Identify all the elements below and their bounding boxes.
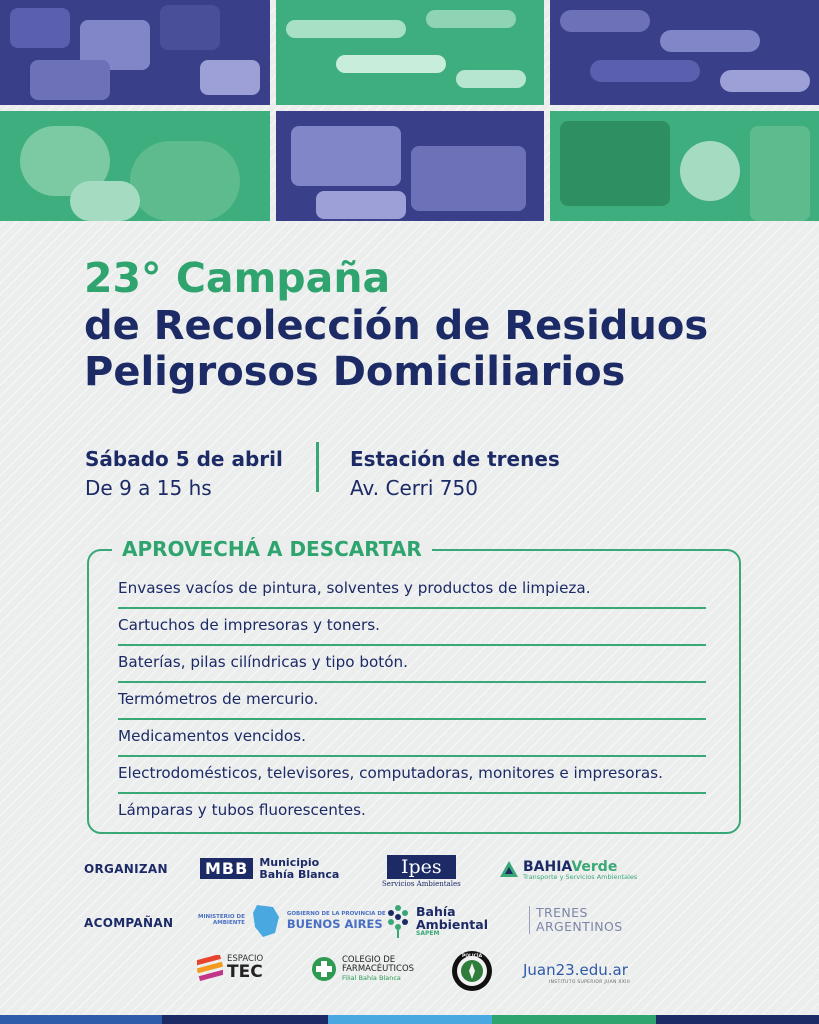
bahia-ambiental-dots-icon <box>385 903 411 939</box>
municipio-line1: Municipio <box>259 856 320 869</box>
municipio-mark: MBB <box>200 858 253 879</box>
photo-medicine-blisters <box>276 111 544 221</box>
pharmacy-cross-icon <box>311 956 337 982</box>
footer-bar-segment-4 <box>492 1015 656 1024</box>
title-line-1: 23° Campaña <box>84 254 391 302</box>
ministerio-right-1: GOBIERNO DE LA PROVINCIA DE <box>286 911 386 918</box>
info-divider <box>316 442 319 492</box>
trenes-line2: ARGENTINOS <box>536 918 623 934</box>
ipes-sub: Servicios Ambientales <box>382 880 461 888</box>
logo-ipes <box>382 855 461 888</box>
logo-bahia-ambiental <box>385 903 488 939</box>
discard-list <box>118 572 706 829</box>
footer-bar-segment-1 <box>0 1015 162 1024</box>
logo-municipio-bahia-blanca <box>200 857 339 880</box>
photo-paint-cans <box>0 111 270 221</box>
province-map-icon <box>251 903 281 939</box>
bahia-ambiental-sub: SAPEM <box>416 929 440 937</box>
espacio-tec-stripes-icon <box>197 955 223 981</box>
discard-item-lamps: Lámparas y tubos fluorescentes. <box>118 801 366 819</box>
event-place: Estación de trenes <box>350 447 560 471</box>
colegio-line1: COLEGIO DE <box>342 955 396 966</box>
discard-item-medicines: Medicamentos vencidos. <box>118 720 706 757</box>
logo-colegio-farmaceuticos <box>311 956 414 982</box>
espacio-tec-line2: TEC <box>227 961 263 982</box>
juan23-sub: INSTITUTO SUPERIOR JUAN XXIII <box>549 980 630 985</box>
logo-juan23 <box>523 961 630 985</box>
trenes-line1: TRENES <box>536 905 588 920</box>
logo-policia <box>451 950 493 992</box>
espacio-tec-line1: ESPACIO <box>227 954 264 964</box>
bahia-ambiental-line1: Bahía <box>416 903 456 919</box>
municipio-line2: Bahía Blanca <box>259 867 340 881</box>
colegio-line3: Filial Bahía Blanca <box>342 973 401 982</box>
bahia-verde-name-1: BAHIA <box>523 859 572 875</box>
logo-trenes-argentinos <box>529 906 623 934</box>
discard-item-thermometers: Termómetros de mercurio. <box>118 683 706 720</box>
ipes-name: Ipes <box>387 855 456 879</box>
event-address: Av. Cerri 750 <box>350 476 478 500</box>
event-where <box>350 445 560 503</box>
logo-espacio-tec <box>197 955 263 982</box>
event-when <box>85 445 283 503</box>
event-date: Sábado 5 de abril <box>85 447 283 471</box>
photo-printer-cartridges <box>0 0 270 105</box>
ministerio-left-2: AMBIENTE <box>213 920 245 926</box>
discard-item-paint: Envases vacíos de pintura, solventes y productos de limpieza. <box>118 572 706 609</box>
bahia-ambiental-line2: Ambiental <box>416 916 489 932</box>
title-line-3: Peligrosos Domiciliarios <box>84 348 626 395</box>
supporters-label: ACOMPAÑAN <box>84 916 174 930</box>
bahia-verde-sub: Transporte y Servicios Ambientales <box>523 873 638 881</box>
footer-bar-segment-3 <box>328 1015 492 1024</box>
bahia-verde-triangle-icon <box>499 860 519 878</box>
discard-heading: APROVECHÁ A DESCARTAR <box>112 535 432 563</box>
event-hours: De 9 a 15 hs <box>85 476 212 500</box>
footer-bar-segment-2 <box>162 1015 328 1024</box>
discard-item-cartridges: Cartuchos de impresoras y toners. <box>118 609 706 646</box>
colegio-line2: FARMACÉUTICOS <box>342 964 415 975</box>
title-line-2: de Recolección de Residuos <box>84 302 709 349</box>
policia-text: POLICÍA <box>461 954 483 959</box>
photo-fluorescent-bulbs <box>276 0 544 105</box>
logo-bahia-verde <box>499 858 637 881</box>
discard-item-batteries: Baterías, pilas cilíndricas y tipo botón. <box>118 646 706 683</box>
campaign-title <box>84 255 708 395</box>
footer-bar-segment-5 <box>656 1015 819 1024</box>
ministerio-right-2: BUENOS AIRES <box>286 916 383 931</box>
photo-grid <box>0 0 819 221</box>
photo-batteries <box>550 0 819 105</box>
ministerio-left-1: MINISTERIO DE <box>198 914 245 921</box>
logo-ministerio-ambiente-buenos-aires <box>198 903 386 939</box>
juan23-name: Juan23.edu.ar <box>523 961 628 979</box>
bahia-verde-name-2: Verde <box>571 859 618 875</box>
photo-old-electronics <box>550 111 819 221</box>
discard-item-electronics: Electrodomésticos, televisores, computadoras, monitores e impresoras. <box>118 757 706 794</box>
organizers-label: ORGANIZAN <box>84 862 168 876</box>
